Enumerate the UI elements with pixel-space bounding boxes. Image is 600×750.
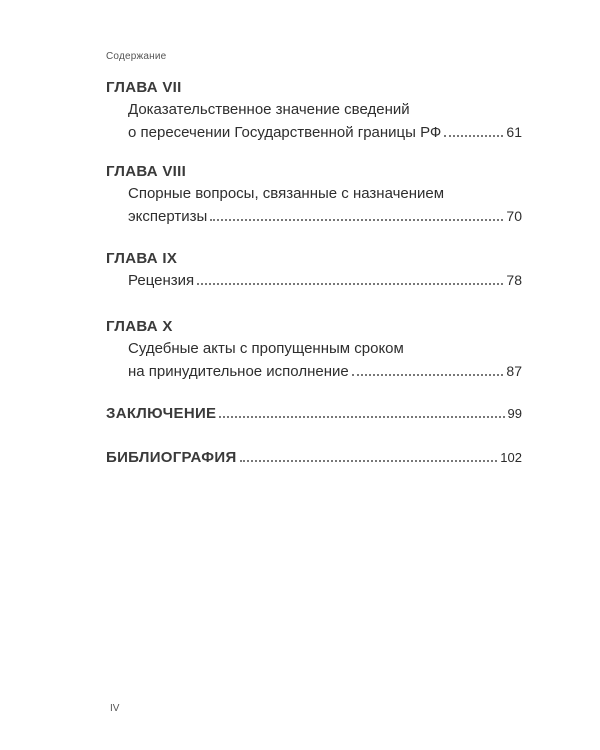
toc-line: [128, 182, 522, 205]
dot-leader: [240, 459, 498, 462]
toc-line[interactable]: [128, 269, 522, 292]
toc-line-text: Спорные вопросы, связанные с назначением: [128, 185, 445, 202]
toc-line: [106, 447, 522, 469]
chapter-heading: ГЛАВА IX: [106, 250, 178, 267]
toc-conclusion[interactable]: [106, 403, 522, 425]
chapter-heading: ГЛАВА VIII: [106, 163, 187, 180]
page-number: 102: [500, 450, 522, 465]
toc-line: [128, 98, 522, 121]
toc-line-text: на принудительное исполнение: [128, 363, 349, 380]
chapter-title: [128, 98, 522, 144]
dot-leader: [444, 134, 503, 137]
section-label: ЗАКЛЮЧЕНИЕ: [106, 405, 217, 422]
toc-line-text: Рецензия: [128, 272, 195, 289]
toc-bibliography[interactable]: [106, 447, 522, 469]
toc-chapter-9: [106, 249, 522, 292]
dot-leader: [219, 415, 504, 418]
page-number: 61: [506, 124, 522, 140]
chapter-heading: ГЛАВА VII: [106, 79, 182, 96]
toc-line: [106, 403, 522, 425]
toc-chapter-10: [106, 317, 522, 383]
toc-line[interactable]: [128, 360, 522, 383]
toc-line-text: о пересечении Государственной границы РФ: [128, 124, 442, 141]
toc-line-text: Судебные акты с пропущенным сроком: [128, 340, 404, 357]
chapter-title: [128, 182, 522, 228]
dot-leader: [210, 218, 503, 221]
section-label: БИБЛИОГРАФИЯ: [106, 449, 237, 466]
toc-chapter-8: [106, 162, 522, 228]
toc-line[interactable]: [128, 205, 522, 228]
toc-line-text: Доказательственное значение сведений: [128, 101, 410, 118]
page-number: 78: [506, 272, 522, 288]
chapter-title: [128, 269, 522, 292]
page-number: 99: [507, 406, 522, 421]
chapter-title: [128, 337, 522, 383]
page-folio: IV: [110, 703, 120, 714]
toc-line-text: экспертизы: [128, 208, 208, 225]
running-header: Содержание: [106, 51, 167, 62]
page-number: 70: [506, 208, 522, 224]
toc-line[interactable]: [128, 121, 522, 144]
dot-leader: [197, 282, 503, 285]
toc-line: [128, 337, 522, 360]
toc-chapter-7: [106, 78, 522, 144]
page-number: 87: [506, 363, 522, 379]
chapter-heading: ГЛАВА X: [106, 318, 173, 335]
dot-leader: [352, 373, 504, 376]
